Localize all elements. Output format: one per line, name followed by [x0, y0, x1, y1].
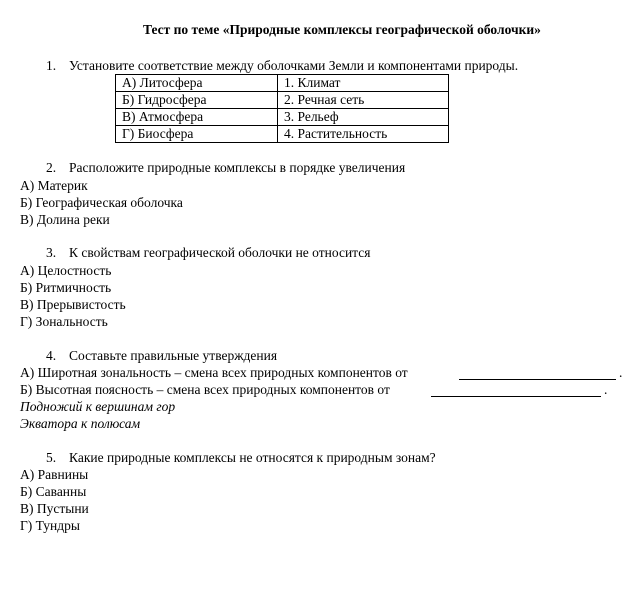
table-cell-left: Г) Биосфера [116, 126, 278, 143]
matching-table [115, 74, 449, 143]
table-cell-right: 2. Речная сеть [278, 92, 449, 109]
question-4-text: Составьте правильные утверждения [69, 348, 278, 363]
question-3-number: 3. [46, 245, 57, 260]
question-5-option: А) Равнины [20, 467, 89, 482]
question-2-text: Расположите природные комплексы в порядке увеличения [69, 160, 406, 175]
table-cell-left: Б) Гидросфера [116, 92, 278, 109]
table-row [116, 92, 449, 109]
question-5-option: Г) Тундры [20, 518, 80, 533]
answer-blank-a[interactable] [459, 366, 616, 380]
statement-end: . [619, 365, 623, 380]
question-5-text: Какие природные комплексы не относятся к природным зонам? [69, 450, 436, 465]
question-5-option: Б) Саванны [20, 484, 87, 499]
question-3-option: А) Целостность [20, 263, 112, 278]
statement-text: А) Широтная зональность – смена всех природных компонентов от [20, 365, 408, 380]
question-1-text: Установите соответствие между оболочками Земли и компонентами природы. [69, 58, 519, 73]
question-4-statement-a [20, 365, 408, 381]
question-4-number: 4. [46, 348, 57, 363]
page-title: Тест по теме «Природные комплексы географической оболочки» [143, 22, 541, 37]
question-2-option: А) Материк [20, 178, 88, 193]
answer-choice: Подножий к вершинам гор [20, 399, 176, 414]
table-row [116, 126, 449, 143]
question-2-option: Б) Географическая оболочка [20, 195, 183, 210]
table-cell-left: В) Атмосфера [116, 109, 278, 126]
question-5-option: В) Пустыни [20, 501, 89, 516]
question-1-number: 1. [46, 58, 57, 73]
table-cell-right: 1. Климат [278, 75, 449, 92]
table-cell-right: 4. Растительность [278, 126, 449, 143]
question-3-option: Г) Зональность [20, 314, 108, 329]
answer-blank-b[interactable] [431, 383, 601, 397]
statement-end: . [604, 382, 608, 397]
question-2-option: В) Долина реки [20, 212, 110, 227]
question-3-option: Б) Ритмичность [20, 280, 112, 295]
question-3-option: В) Прерывистость [20, 297, 126, 312]
answer-choice: Экватора к полюсам [20, 416, 141, 431]
question-3-text: К свойствам географической оболочки не относится [69, 245, 371, 260]
question-5-number: 5. [46, 450, 57, 465]
table-row [116, 75, 449, 92]
table-row [116, 109, 449, 126]
question-2-number: 2. [46, 160, 57, 175]
question-4-statement-b [20, 382, 390, 398]
table-cell-left: А) Литосфера [116, 75, 278, 92]
table-cell-right: 3. Рельеф [278, 109, 449, 126]
statement-text: Б) Высотная поясность – смена всех природных компонентов от [20, 382, 390, 397]
